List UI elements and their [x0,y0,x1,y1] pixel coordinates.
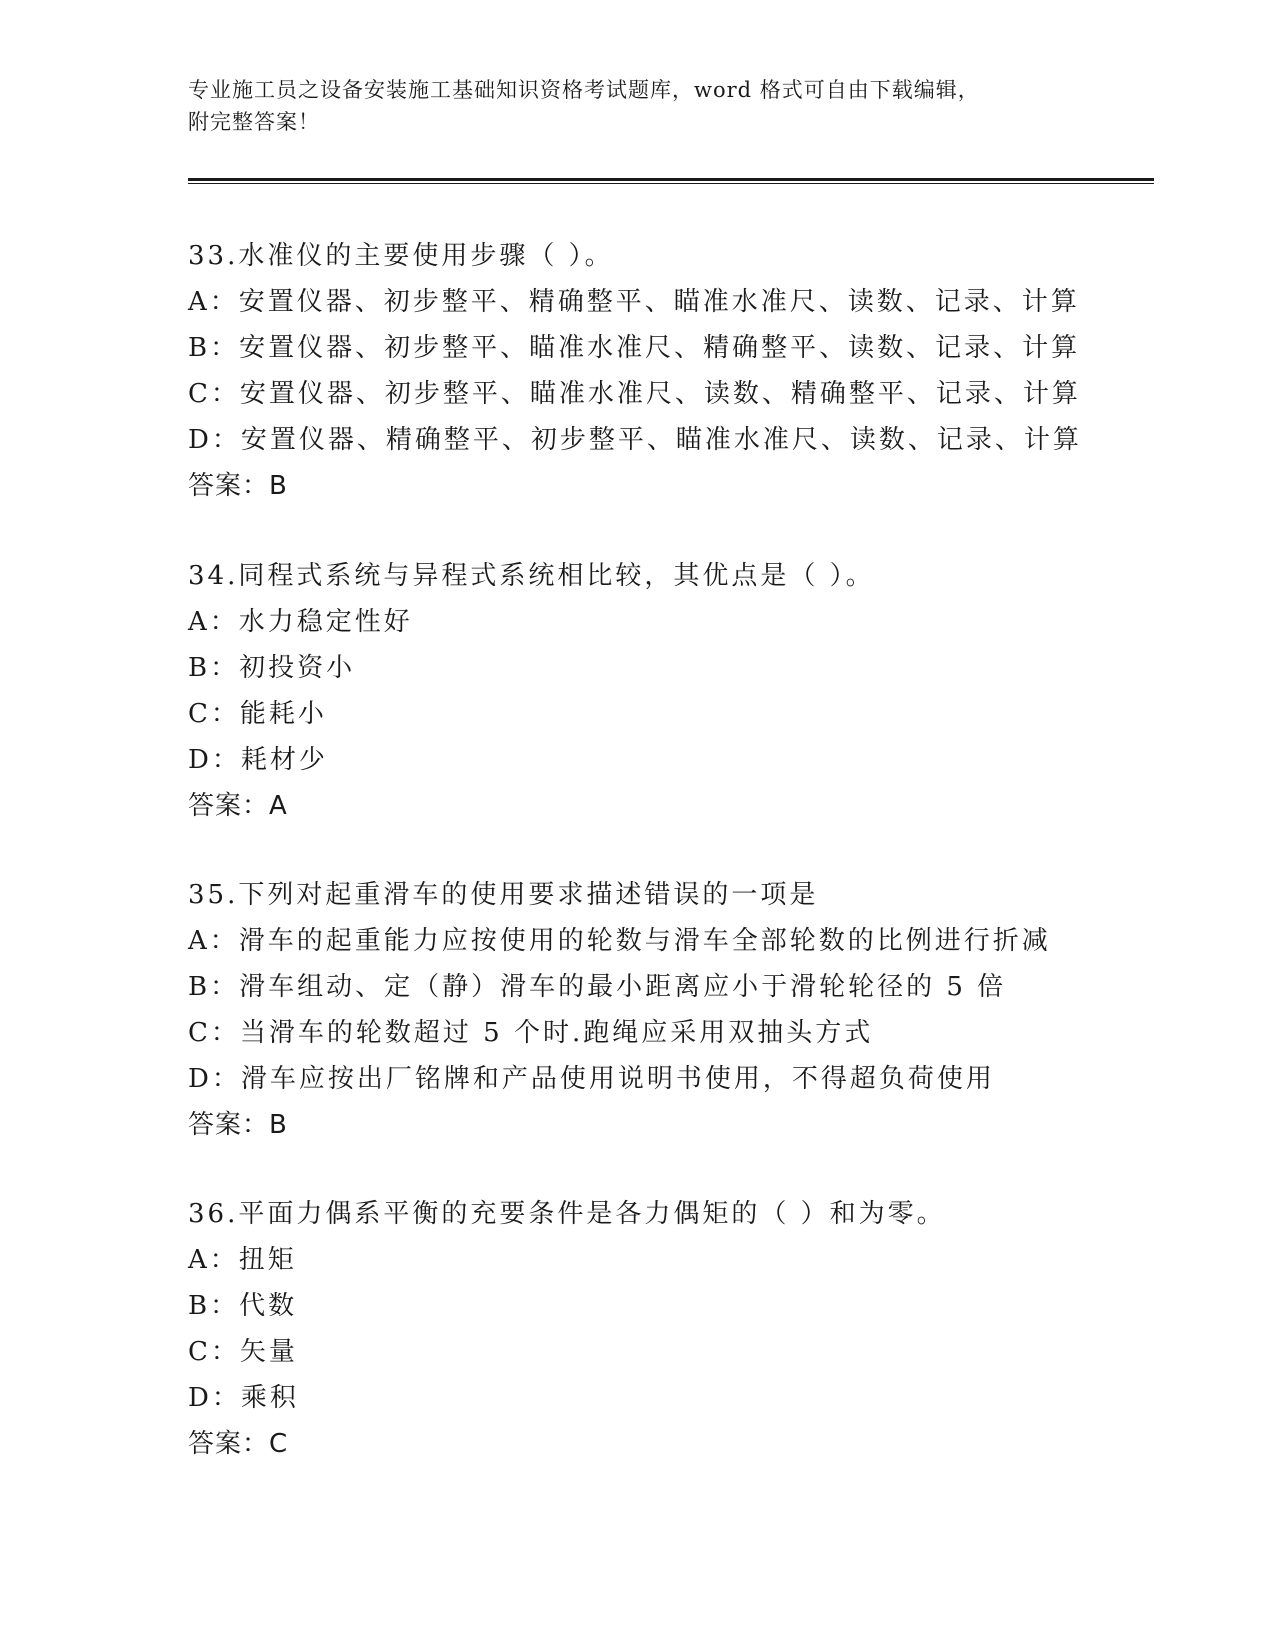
option-b: B：滑车组动、定（静）滑车的最小距离应小于滑轮轮径的 5 倍 [188,972,1007,1002]
option-d: D：乘积 [188,1383,299,1413]
document-header [188,74,1088,138]
option-a: A：扭矩 [188,1245,297,1275]
question-35 [188,872,1148,1148]
option-c: C：当滑车的轮数超过 5 个时.跑绳应采用双抽头方式 [188,1018,874,1048]
option-c: C：能耗小 [188,699,327,729]
option-b: B：初投资小 [188,653,356,683]
answer-line: 答案：B [188,471,288,501]
option-d: D：耗材少 [188,745,328,775]
option-c: C：矢量 [188,1337,298,1367]
question-stem: 35.下列对起重滑车的使用要求描述错误的一项是 [188,880,819,910]
question-34 [188,553,1148,829]
header-divider-thin [188,183,1154,184]
question-stem: 34.同程式系统与异程式系统相比较，其优点是（ ）。 [188,561,875,591]
option-d: D：滑车应按出厂铭牌和产品使用说明书使用，不得超负荷使用 [188,1064,995,1094]
option-d: D：安置仪器、精确整平、初步整平、瞄准水准尺、读数、记录、计算 [188,425,1082,455]
header-line-2: 附完整答案！ [188,110,320,134]
option-a: A：滑车的起重能力应按使用的轮数与滑车全部轮数的比例进行折减 [188,926,1051,956]
answer-line: 答案：C [188,1429,289,1459]
option-a: A：安置仪器、初步整平、精确整平、瞄准水准尺、读数、记录、计算 [188,287,1080,317]
option-a: A：水力稳定性好 [188,607,413,637]
question-stem: 36.平面力偶系平衡的充要条件是各力偶矩的（ ）和为零。 [188,1199,946,1229]
header-line-1: 专业施工员之设备安装施工基础知识资格考试题库，word 格式可自由下载编辑， [188,78,980,102]
option-b: B：安置仪器、初步整平、瞄准水准尺、精确整平、读数、记录、计算 [188,333,1081,363]
answer-line: 答案：B [188,1110,288,1140]
question-stem: 33.水准仪的主要使用步骤（ ）。 [188,241,614,271]
option-b: B：代数 [188,1291,298,1321]
question-36 [188,1191,1148,1467]
option-c: C：安置仪器、初步整平、瞄准水准尺、读数、精确整平、记录、计算 [188,379,1081,409]
header-divider-thick [188,178,1154,181]
answer-line: 答案：A [188,791,288,821]
question-33 [188,233,1148,509]
